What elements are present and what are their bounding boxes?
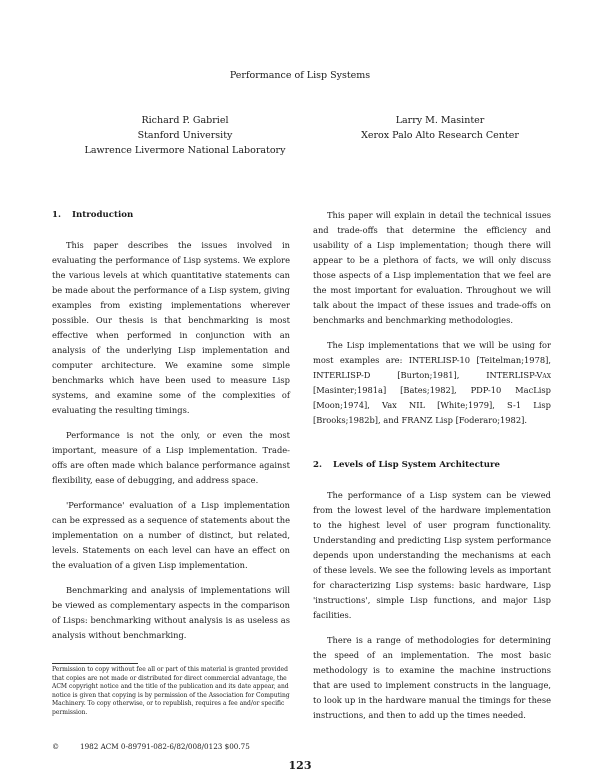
- section-title: Levels of Lisp System Architecture: [333, 460, 501, 470]
- author-block-2: [325, 113, 555, 143]
- copyright-text: 1982 ACM 0-89791-082-6/82/008/0123 $00.75: [80, 742, 250, 751]
- section-number: 2.: [313, 460, 322, 470]
- paragraph: This paper describes the issues involved in evaluating the performance of Lisp systems. We explore the various levels at which quantitative statements can be made about the performance of a Lisp system, giving examples from existing implementations wherever possible. Our thesis is that benchmarking is most effective when performed in conjunction with an analysis of the underlying Lisp implementation and computer architecture. We examine some simple benchmarks which have been used to measure Lisp systems, and examine some of the complexities of evaluating the resulting timings.: [52, 240, 290, 415]
- permission-footnote: Permission to copy without fee all or part of this material is granted provided that copies are not made or distributed for direct commercial advantage, the ACM copyright notice and the title of the publication and its date appear, and notice is given that copying is by permission of the Association for Computing Machinery. To copy otherwise, or to republish, requires a fee and/or specific permission.: [52, 666, 290, 716]
- paper-title: Performance of Lisp Systems: [229, 70, 371, 81]
- author-affiliation: Lawrence Livermore National Laboratory: [84, 145, 286, 156]
- paragraph-implementations: [313, 338, 551, 428]
- section-heading: [313, 458, 551, 473]
- copyright-line: [52, 742, 250, 751]
- text-run: INTERLISP-D: [313, 370, 371, 380]
- paragraph: There is a range of methodologies for determining the speed of an implementation. The most basic methodology is to examine the machine instructions that are used to implement constructs in the language, to look up in the hardware manual the timings for these instructions, and then to add up the times needed.: [313, 635, 551, 720]
- text-run: [Masinter;1981a] [Bates;1982], PDP-10 MacLisp [Moon;1974], Vax NIL [White;1979], S-1 Lisp [Brooks;1982b], and FRANZ Lisp [Foderaro;1982].: [313, 385, 551, 425]
- page-number: 123: [288, 759, 312, 772]
- section-number: 1.: [52, 210, 61, 220]
- section-title: Introduction: [72, 210, 134, 220]
- paragraph: This paper will explain in detail the technical issues and trade-offs that determine the efficiency and usability of a Lisp implementation; though there will appear to be a plethora of facts, we will only discuss those aspects of a Lisp implementation that we feel are the most important for evaluation. Throughout we will talk about the impact of these issues and trade-offs on benchmarks and benchmarking methodologies.: [313, 210, 551, 325]
- author-affiliation: Xerox Palo Alto Research Center: [361, 130, 519, 141]
- text-run: INTERLISP-10: [408, 355, 471, 365]
- paragraph: The performance of a Lisp system can be viewed from the lowest level of the hardware implementation to the highest level of user program functionality. Understanding and predicting Lisp system performance depends upon understanding the mechanisms at each of these levels. We see the following levels as important for characterizing Lisp systems: basic hardware, Lisp 'instructions', simple Lisp functions, and major Lisp facilities.: [313, 490, 551, 620]
- right-column: [313, 208, 551, 733]
- text-run: The Lisp implementations that we will be using for most examples are:: [313, 340, 551, 365]
- section-heading: [52, 208, 290, 223]
- text-run: [Teitelman;1978],: [470, 355, 551, 365]
- paragraph: 'Performance' evaluation of a Lisp implementation can be expressed as a sequence of statements about the implementation on a number of distinct, but related, levels. Statements on each level can have an effect on the evaluation of a given Lisp implementation.: [52, 500, 290, 570]
- text-run: [Burton;1981],: [370, 370, 487, 380]
- paragraph: Benchmarking and analysis of implementations will be viewed as complementary aspects in the comparison of Lisps: benchmarking without analysis is as useless as analysis without benchmarking.: [52, 585, 290, 640]
- author-affiliation: Stanford University: [137, 130, 233, 141]
- author-name: Richard P. Gabriel: [141, 115, 229, 126]
- footnote-rule: [52, 663, 138, 664]
- author-block-1: [70, 113, 300, 158]
- text-run: INTERLISP-Vax: [486, 370, 551, 380]
- author-name: Larry M. Masinter: [395, 115, 485, 126]
- left-column: [52, 208, 290, 653]
- paragraph: Performance is not the only, or even the most important, measure of a Lisp implementation. Trade-offs are often made which balance performance against flexibility, ease of debugging, and address space.: [52, 430, 290, 485]
- copyright-symbol: ©: [52, 742, 60, 751]
